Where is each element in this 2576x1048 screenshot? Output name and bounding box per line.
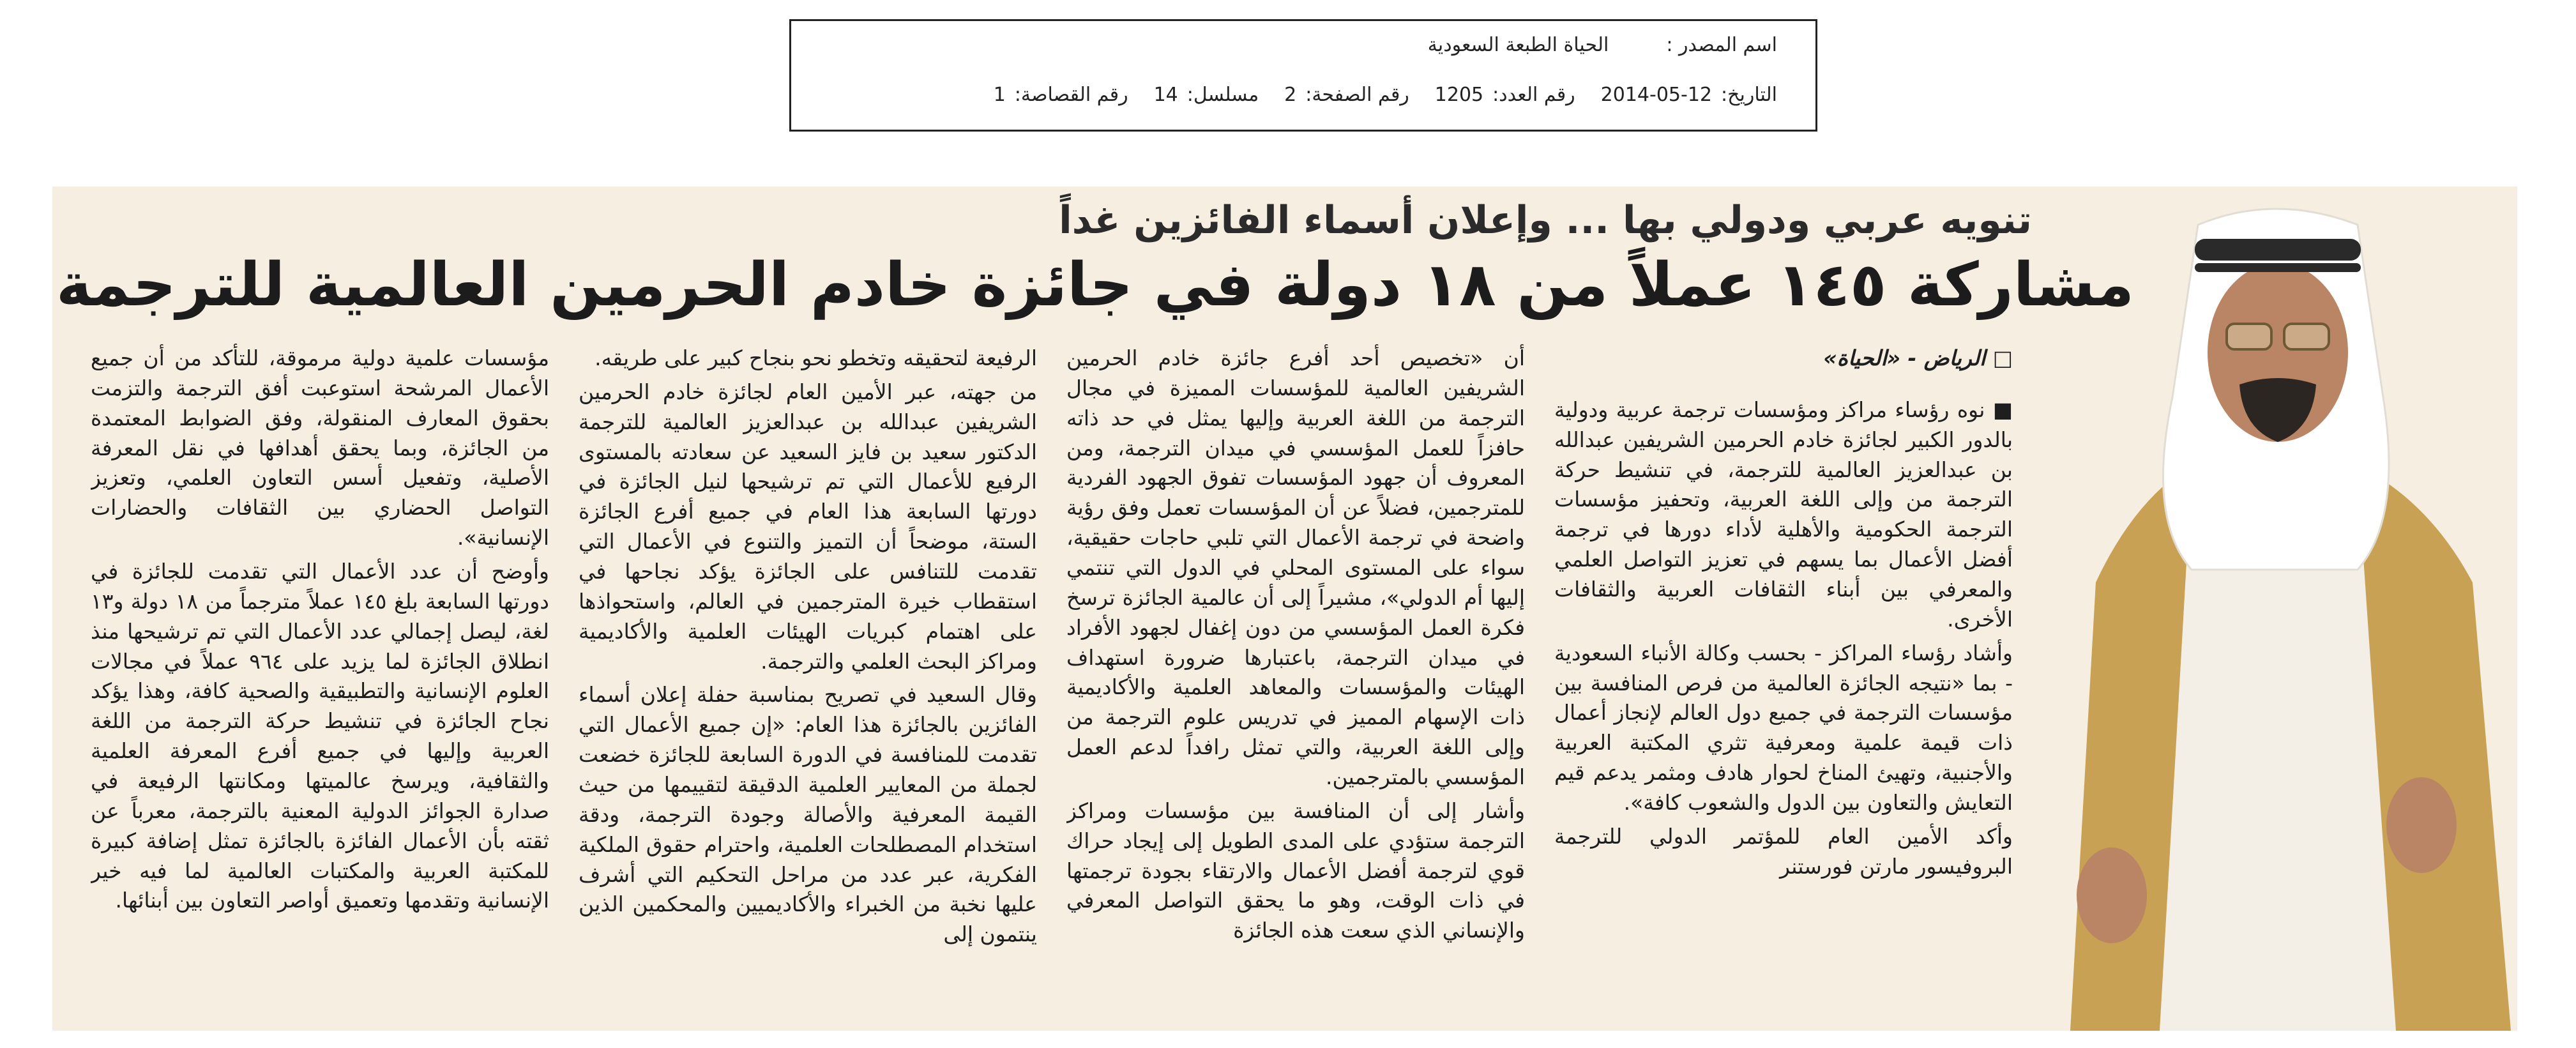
date-value: 2014-05-12: [1600, 84, 1713, 106]
date-label: التاريخ:: [1721, 84, 1777, 106]
article-paragraph: وأوضح أن عدد الأعمال التي تقدمت للجائزة في دورتها السابعة بلغ ١٤٥ عملاً مترجماً من ١٨ دولة و١٣ لغة، ليصل إجمالي عدد الأعمال التي تم ترشيحها منذ انطلاق الجائزة لما يزيد على ٩٦٤ عملاً في مجالات العلوم الإنسانية والتطبيقية والصحية كافة، وهذا يؤكد نجاح الجائزة في تنشيط حركة الترجمة من اللغة العربية وإليها في جميع أفرع المعرفة العلمية والثقافية، ويرسخ عالميتها ومكانتها الرفيعة في صدارة الجوائز الدولية المعنية بالترجمة، معرباً عن ثقته بأن الأعمال الفائزة بالجائزة تمثل إضافة كبيرة للمكتبة العربية والمكتبات العالمية لما فيه خير الإنسانية وتقدمها وتعميق أواصر التعاون بين أبنائها.: [91, 559, 549, 913]
article-column-3: [579, 344, 1037, 1021]
article-byline: □ الرياض - «الحياة»: [1823, 346, 2013, 370]
serial-value: 14: [1153, 84, 1178, 106]
article-paragraph: وأكد الأمين العام للمؤتمر الدولي للترجمة البروفيسور مارتن فورستنر: [1554, 823, 2013, 879]
hand-right: [2386, 777, 2457, 873]
issue-label: رقم العدد:: [1492, 84, 1575, 106]
serial-label: مسلسل:: [1186, 84, 1259, 106]
source-row: [1428, 34, 1777, 56]
source-metadata-box: [789, 19, 1817, 132]
details-row: [994, 84, 1777, 106]
article-column-2: [1066, 344, 1525, 1021]
glasses-right: [2284, 324, 2329, 349]
article-paragraph: ■ نوه رؤساء مراكز ومؤسسات ترجمة عربية ودولية بالدور الكبير لجائزة خادم الحرمين الشريفين عبدالله بن عبدالعزيز العالمية للترجمة، في تنشيط حركة الترجمة من وإلى اللغة العربية، وتحفيز مؤسسات الترجمة الحكومية والأهلية لأداء دورها في ترجمة أفضل الأعمال بما يسهم في تعزيز التواصل العلمي والمعرفي بين أبناء الثقافات العربية والثقافات الأخرى.: [1554, 397, 2013, 632]
article-paragraph: الرفيعة لتحقيقه وتخطو نحو بنجاح كبير على طريقه.: [595, 346, 1037, 370]
article-paragraph: من جهته، عبر الأمين العام لجائزة خادم الحرمين الشريفين عبدالله بن عبدالعزيز العالمية للترجمة الدكتور سعيد بن فايز السعيد عن سعادته بالمستوى الرفيع للأعمال التي تم ترشيحها لنيل الجائزة في دورتها السابعة هذا العام في جميع أفرع الجائزة الستة، موضحاً أن التميز والتنوع في الأعمال التي تقدمت للتنافس على الجائزة يؤكد نجاحها في استقطاب خيرة المترجمين في العالم، واستحواذها على اهتمام كبريات الهيئات العلمية والأكاديمية ومراكز البحث العلمي والترجمة.: [579, 379, 1037, 674]
page-label: رقم الصفحة:: [1305, 84, 1409, 106]
clip-label: رقم القصاصة:: [1014, 84, 1128, 106]
newspaper-clipping: [52, 186, 2517, 1031]
article-body: [91, 344, 2013, 1021]
article-paragraph: مؤسسات علمية دولية مرموقة، للتأكد من أن جميع الأعمال المرشحة استوعبت أفق الترجمة والتزمت بحقوق المعارف المنقولة، وفق الضوابط المعتمدة من الجائزة، وبما يحقق أهدافها في نقل المعرفة الأصلية، وتفعيل أسس التعاون العلمي، وتعزيز التواصل الحضاري بين الثقافات والحضارات الإنسانية».: [91, 346, 549, 551]
agal: [2195, 239, 2361, 261]
article-paragraph: أن «تخصيص أحد أفرع جائزة خادم الحرمين الشريفين العالمية للمؤسسات المميزة في مجال الترجمة من اللغة العربية وإليها يمثل في حد ذاته حافزاً للعمل المؤسسي في ميدان الترجمة، ومن المعروف أن جهود المؤسسات تفوق الجهود الفردية للمترجمين، فضلاً عن أن المؤسسات تعمل وفق رؤية واضحة في ترجمة الأعمال التي تلبي حاجات حقيقية، سواء على المستوى المحلي في الدول التي تنتمي إليها أم الدولي»، مشيراً إلى أن عالمية الجائزة ترسخ فكرة العمل المؤسسي من دون إغفال لجهود الأفراد في ميدان الترجمة، باعتبارها ضرورة استهداف الهيئات والمؤسسات والمعاهد العلمية والأكاديمية ذات الإسهام المميز في تدريس علوم الترجمة من وإلى اللغة العربية، والتي تمثل رافداً لدعم العمل المؤسسي بالمترجمين.: [1066, 346, 1525, 790]
article-paragraph: وأشار إلى أن المنافسة بين مؤسسات ومراكز الترجمة ستؤدي على المدى الطويل إلى إيجاد حراك قوي لترجمة أفضل الأعمال والارتقاء بجودة ترجمتها في ذات الوقت، وهو ما يحقق التواصل المعرفي والإنساني الذي سعت هذه الجائزة: [1066, 798, 1525, 943]
page-value: 2: [1284, 84, 1297, 106]
article-column-4: [91, 344, 549, 1021]
source-label: اسم المصدر :: [1666, 34, 1777, 56]
issue-value: 1205: [1434, 84, 1484, 106]
article-headline: مشاركة ١٤٥ عملاً من ١٨ دولة في جائزة خادم الحرمين العالمية للترجمة: [56, 250, 2134, 320]
article-subheadline: تنويه عربي ودولي بها ... وإعلان أسماء الفائزين غداً: [1059, 198, 2032, 243]
article-column-1: [1554, 344, 2013, 1021]
hand-left: [2077, 847, 2147, 943]
source-value: الحياة الطبعة السعودية: [1427, 34, 1609, 56]
clip-value: 1: [993, 84, 1006, 106]
article-paragraph: وأشاد رؤساء المراكز - بحسب وكالة الأنباء السعودية - بما «نتيجه الجائزة العالمية من فرص المنافسة بين مؤسسات الترجمة في جميع دول العالم لإنجاز أعمال ذات قيمة علمية ومعرفية تثري المكتبة العربية والأجنبية، وتهيئ المناخ لحوار هادف ومثمر يدعم قيم التعايش والتعاون بين الدول والشعوب كافة».: [1554, 640, 2013, 816]
article-paragraph: وقال السعيد في تصريح بمناسبة حفلة إعلان أسماء الفائزين بالجائزة هذا العام: «إن جميع الأعمال التي تقدمت للمنافسة في الدورة السابعة للجائزة خضعت لجملة من المعايير العلمية الدقيقة لتقييمها من حيث القيمة المعرفية والأصالة وجودة الترجمة، ودقة استخدام المصطلحات العلمية، واحترام حقوق الملكية الفكرية، عبر عدد من مراحل التحكيم التي أشرف عليها نخبة من الخبراء والأكاديميين والمحكمين الذين ينتمون إلى: [579, 682, 1037, 947]
glasses-left: [2227, 324, 2271, 349]
